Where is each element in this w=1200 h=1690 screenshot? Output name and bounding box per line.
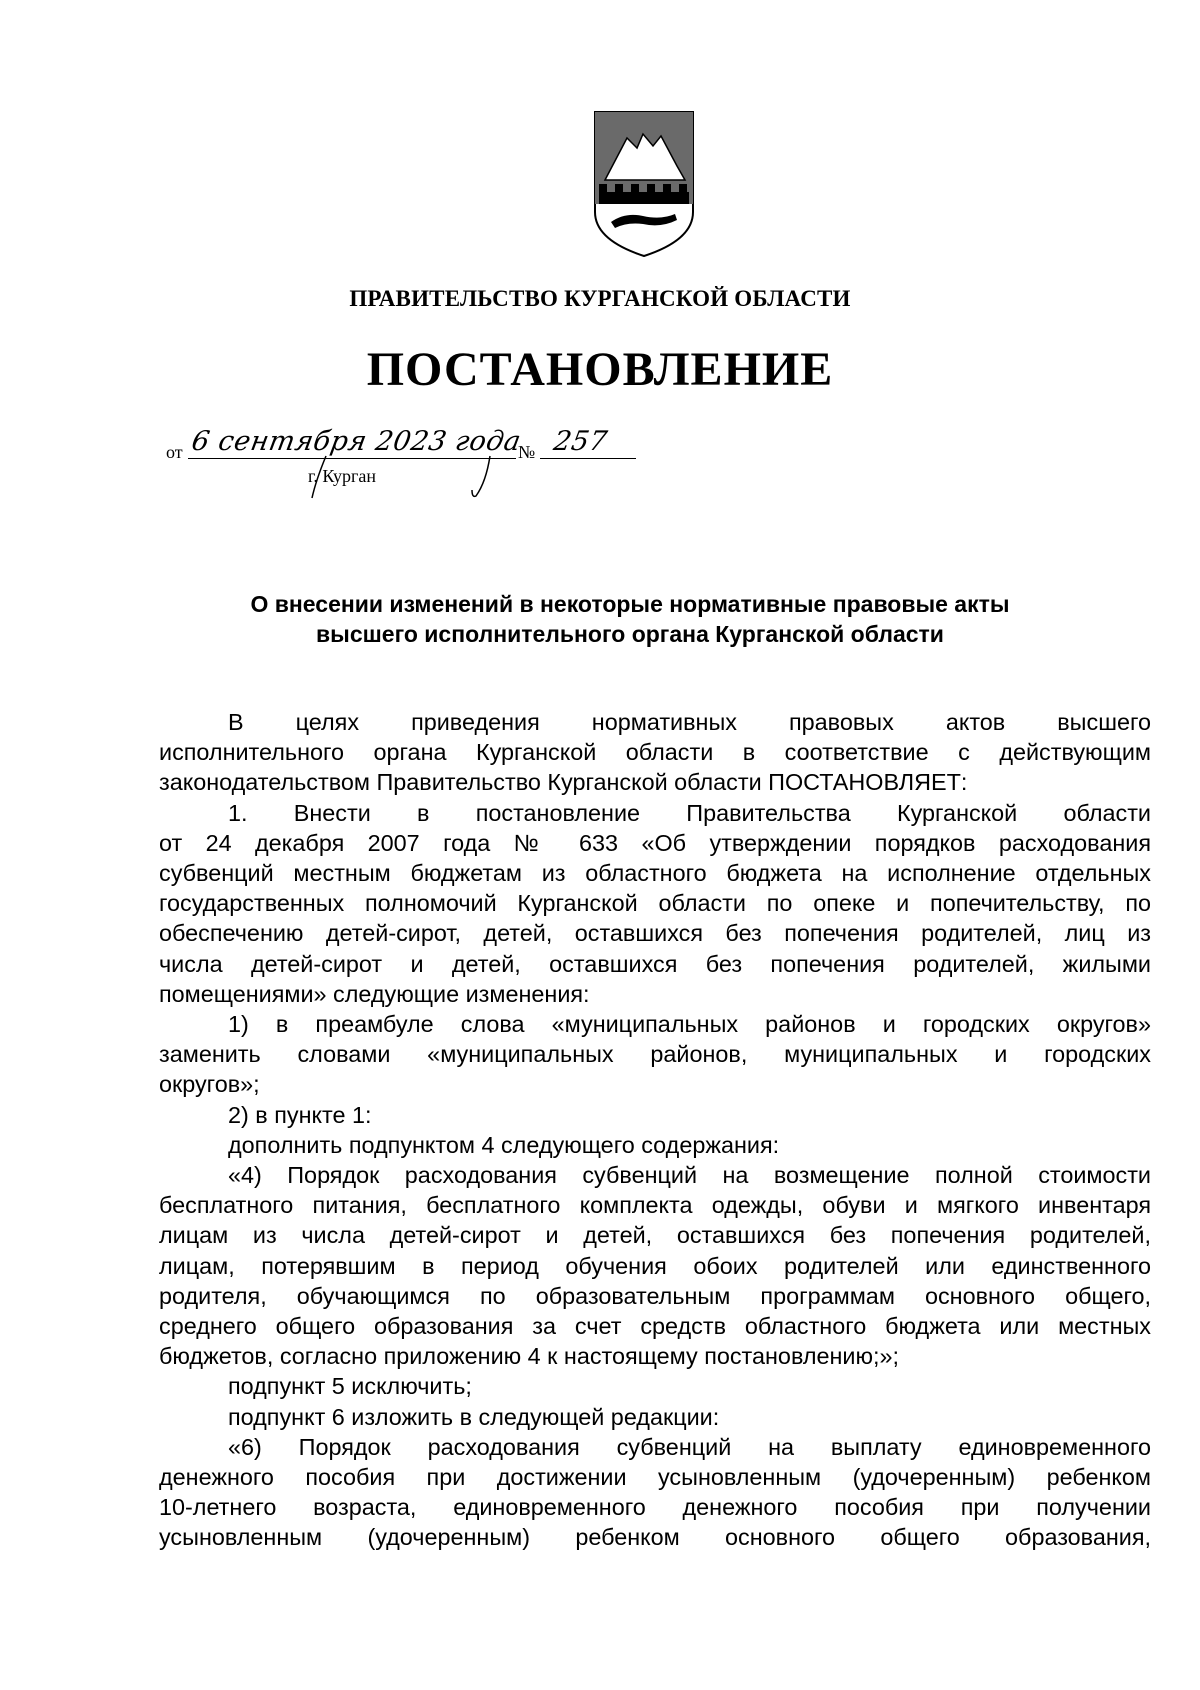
city: г. Курган xyxy=(308,466,377,486)
body-line: 10-летнего возраста, единовременного денежного пособия при получении xyxy=(159,1494,1151,1521)
body-line: 1. Внести в постановление Правительства Курганской области xyxy=(228,799,1151,826)
document-body xyxy=(159,707,1151,1553)
signature-stroke xyxy=(306,452,366,502)
body-line: округов»; xyxy=(159,1071,260,1098)
body-line: «6) Порядок расходования субвенций на выплату единовременного xyxy=(228,1433,1151,1460)
body-line: подпункт 5 исключить; xyxy=(228,1373,472,1400)
coat-of-arms-emblem xyxy=(591,108,697,260)
body-line: лицам, потерявшим в период обучения обоих родителей или единственного xyxy=(159,1252,1151,1279)
body-line: усыновленным (удочеренным) ребенком основного общего образования, xyxy=(159,1524,1151,1551)
handwritten-date: 6 сентября 2023 года xyxy=(189,426,524,457)
body-line: государственных полномочий Курганской области по опеке и попечительству, по xyxy=(159,890,1151,917)
body-line: денежного пособия при достижении усыновленным (удочеренным) ребенком xyxy=(159,1464,1151,1491)
number-prefix: № xyxy=(518,442,536,462)
document-type-heading: ПОСТАНОВЛЕНИЕ xyxy=(366,343,834,396)
body-line: 1) в преамбуле слова «муниципальных районов и городских округов» xyxy=(228,1011,1151,1038)
body-line: законодательством Правительство Курганской области ПОСТАНОВЛЯЕТ: xyxy=(159,769,968,796)
body-line: числа детей-сирот и детей, оставшихся без попечения родителей, жилыми xyxy=(159,950,1151,977)
body-line: подпункт 6 изложить в следующей редакции: xyxy=(228,1403,720,1430)
body-line: родителя, обучающимся по образовательным программам основного общего, xyxy=(159,1282,1151,1309)
body-line: заменить словами «муниципальных районов, муниципальных и городских xyxy=(159,1041,1151,1068)
number-underline xyxy=(540,458,636,459)
signature-stroke xyxy=(466,452,496,502)
handwritten-number: 257 xyxy=(551,426,610,457)
body-line: бюджетов, согласно приложению 4 к настоящему постановлению;»; xyxy=(159,1343,900,1370)
body-line: лицам из числа детей-сирот и детей, оставшихся без попечения родителей, xyxy=(159,1222,1151,1249)
document-title-line: О внесении изменений в некоторые нормативные правовые акты xyxy=(250,591,1010,617)
issuing-authority: ПРАВИТЕЛЬСТВО КУРГАНСКОЙ ОБЛАСТИ xyxy=(349,286,851,311)
body-line: 2) в пункте 1: xyxy=(228,1101,372,1128)
date-number-block xyxy=(166,426,686,502)
body-line: от 24 декабря 2007 года № 633 «Об утверждении порядков расходования xyxy=(159,829,1151,856)
date-prefix: от xyxy=(166,442,183,462)
body-line: среднего общего образования за счет средств областного бюджета или местных xyxy=(159,1313,1151,1340)
document-title xyxy=(150,589,1110,649)
body-line: «4) Порядок расходования субвенций на возмещение полной стоимости xyxy=(228,1162,1151,1189)
body-line: обеспечению детей-сирот, детей, оставшихся без попечения родителей, лиц из xyxy=(159,920,1151,947)
body-line: дополнить подпунктом 4 следующего содержания: xyxy=(228,1131,780,1158)
body-line: бесплатного питания, бесплатного комплекта одежды, обуви и мягкого инвентаря xyxy=(159,1192,1151,1219)
body-line: исполнительного органа Курганской области в соответствие с действующим xyxy=(159,739,1151,766)
body-line: субвенций местным бюджетам из областного бюджета на исполнение отдельных xyxy=(159,860,1151,887)
body-line: помещениями» следующие изменения: xyxy=(159,980,590,1007)
body-line: В целях приведения нормативных правовых актов высшего xyxy=(228,709,1151,735)
document-title-line: высшего исполнительного органа Курганской области xyxy=(316,621,944,647)
